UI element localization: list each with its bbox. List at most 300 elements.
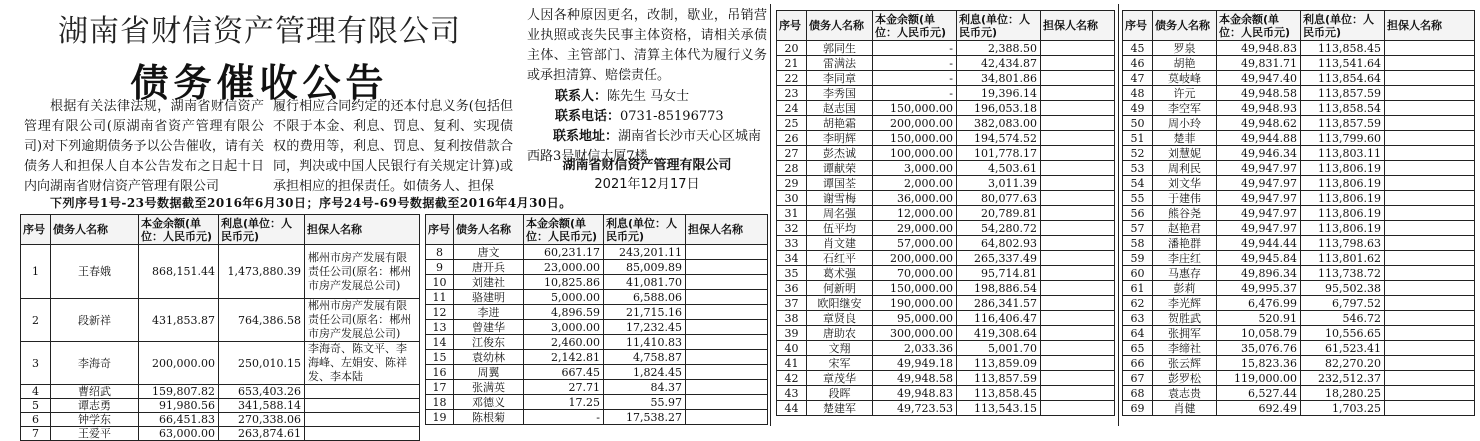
row-seq: 2 bbox=[21, 299, 51, 342]
row-interest: 382,083.00 bbox=[957, 116, 1041, 131]
row-seq: 4 bbox=[21, 385, 51, 399]
row-principal: - bbox=[873, 86, 957, 101]
row-debtor: 欧阳继安 bbox=[807, 296, 873, 311]
row-debtor: 骆建明 bbox=[454, 290, 524, 305]
row-debtor: 张拥军 bbox=[1153, 326, 1217, 341]
row-seq: 22 bbox=[777, 71, 807, 86]
row-debtor: 江俊东 bbox=[454, 335, 524, 350]
row-principal: 49,896.34 bbox=[1217, 266, 1301, 281]
row-guarantor bbox=[1041, 281, 1115, 296]
row-debtor: 王爱平 bbox=[51, 427, 139, 441]
row-guarantor: 郴州市房产发展有限责任公司(原名：郴州市房产发展总公司) bbox=[305, 245, 420, 299]
contact-address-label: 联系地址： bbox=[553, 129, 619, 144]
row-debtor: 莫岐峰 bbox=[1153, 71, 1217, 86]
row-principal: 2,142.81 bbox=[524, 350, 604, 365]
table-row bbox=[1123, 356, 1475, 371]
row-principal: 36,000.00 bbox=[873, 191, 957, 206]
row-guarantor bbox=[1041, 251, 1115, 266]
row-principal: 49,947.97 bbox=[1217, 206, 1301, 221]
table-row bbox=[1123, 176, 1475, 191]
row-interest: 113,859.09 bbox=[957, 356, 1041, 371]
row-interest: 1,824.45 bbox=[604, 365, 686, 380]
row-guarantor bbox=[1041, 101, 1115, 116]
table-row bbox=[777, 356, 1115, 371]
row-interest: 113,854.64 bbox=[1301, 71, 1385, 86]
row-principal: 200,000.00 bbox=[873, 251, 957, 266]
contact-person bbox=[555, 87, 767, 107]
row-interest: 3,011.39 bbox=[957, 176, 1041, 191]
table-row bbox=[426, 380, 768, 395]
row-principal: 6,476.99 bbox=[1217, 296, 1301, 311]
row-interest: 4,503.61 bbox=[957, 161, 1041, 176]
row-interest: 265,337.49 bbox=[957, 251, 1041, 266]
header-guarantor: 担保人名称 bbox=[305, 215, 420, 245]
row-principal: 4,896.59 bbox=[524, 305, 604, 320]
row-interest: 1,473,880.39 bbox=[219, 245, 305, 299]
row-principal: 431,853.87 bbox=[139, 299, 219, 342]
row-guarantor bbox=[305, 413, 420, 427]
row-seq: 67 bbox=[1123, 371, 1153, 386]
row-debtor: 赵艳君 bbox=[1153, 221, 1217, 236]
row-guarantor bbox=[1385, 326, 1475, 341]
row-guarantor bbox=[686, 380, 768, 395]
row-principal: - bbox=[873, 56, 957, 71]
row-seq: 48 bbox=[1123, 86, 1153, 101]
column-divider bbox=[1118, 4, 1119, 426]
row-interest: 11,410.83 bbox=[604, 335, 686, 350]
row-seq: 45 bbox=[1123, 41, 1153, 56]
table-row bbox=[426, 350, 768, 365]
row-debtor: 肖健 bbox=[1153, 401, 1217, 416]
header-interest: 利息(单位：人民币元) bbox=[219, 215, 305, 245]
table-row bbox=[1123, 56, 1475, 71]
row-interest: 113,543.15 bbox=[957, 401, 1041, 416]
row-principal: 49,945.84 bbox=[1217, 251, 1301, 266]
row-principal: 66,451.83 bbox=[139, 413, 219, 427]
table-row bbox=[426, 410, 768, 425]
row-guarantor bbox=[1041, 146, 1115, 161]
row-principal: 49,946.34 bbox=[1217, 146, 1301, 161]
table-row bbox=[777, 116, 1115, 131]
row-principal: 2,033.36 bbox=[873, 341, 957, 356]
table-row bbox=[1123, 341, 1475, 356]
row-principal: 49,948.83 bbox=[1217, 41, 1301, 56]
row-interest: 116,406.47 bbox=[957, 311, 1041, 326]
row-seq: 6 bbox=[21, 413, 51, 427]
table-row bbox=[1123, 266, 1475, 281]
row-debtor: 李空军 bbox=[1153, 101, 1217, 116]
row-guarantor bbox=[1385, 371, 1475, 386]
row-seq: 44 bbox=[777, 401, 807, 416]
table-row bbox=[21, 245, 420, 299]
row-seq: 59 bbox=[1123, 251, 1153, 266]
row-seq: 47 bbox=[1123, 71, 1153, 86]
table-row bbox=[426, 305, 768, 320]
row-interest: 1,703.25 bbox=[1301, 401, 1385, 416]
table-row bbox=[1123, 371, 1475, 386]
row-guarantor bbox=[1041, 326, 1115, 341]
table-row bbox=[777, 341, 1115, 356]
row-debtor: 雷满法 bbox=[807, 56, 873, 71]
row-principal: 10,825.86 bbox=[524, 275, 604, 290]
row-seq: 17 bbox=[426, 380, 454, 395]
row-seq: 40 bbox=[777, 341, 807, 356]
row-principal: 95,000.00 bbox=[873, 311, 957, 326]
table-row bbox=[777, 251, 1115, 266]
row-principal: 6,527.44 bbox=[1217, 386, 1301, 401]
row-principal: 49,948.62 bbox=[1217, 116, 1301, 131]
table-row bbox=[777, 56, 1115, 71]
row-seq: 56 bbox=[1123, 206, 1153, 221]
row-guarantor bbox=[1041, 386, 1115, 401]
row-debtor: 张满英 bbox=[454, 380, 524, 395]
table-row bbox=[1123, 101, 1475, 116]
row-debtor: 于建伟 bbox=[1153, 191, 1217, 206]
row-debtor: 王春娥 bbox=[51, 245, 139, 299]
row-guarantor bbox=[305, 427, 420, 441]
row-guarantor bbox=[305, 385, 420, 399]
row-guarantor bbox=[1385, 251, 1475, 266]
row-debtor: 彭杰诚 bbox=[807, 146, 873, 161]
row-interest: 5,001.70 bbox=[957, 341, 1041, 356]
row-seq: 37 bbox=[777, 296, 807, 311]
table-row bbox=[1123, 311, 1475, 326]
row-interest: 113,857.59 bbox=[1301, 116, 1385, 131]
row-seq: 33 bbox=[777, 236, 807, 251]
header-guarantor: 担保人名称 bbox=[1385, 11, 1475, 41]
row-debtor: 石红平 bbox=[807, 251, 873, 266]
row-interest: 232,512.37 bbox=[1301, 371, 1385, 386]
row-principal: 3,000.00 bbox=[524, 320, 604, 335]
row-principal: 35,076.76 bbox=[1217, 341, 1301, 356]
row-seq: 21 bbox=[777, 56, 807, 71]
header-principal: 本金余额(单位：人民币元) bbox=[139, 215, 219, 245]
row-principal: 150,000.00 bbox=[873, 281, 957, 296]
row-principal: 49,947.97 bbox=[1217, 191, 1301, 206]
row-principal: - bbox=[873, 71, 957, 86]
row-debtor: 谭献荣 bbox=[807, 161, 873, 176]
row-guarantor bbox=[1041, 116, 1115, 131]
row-guarantor bbox=[1385, 161, 1475, 176]
header-debtor: 债务人名称 bbox=[807, 11, 873, 41]
row-interest: 764,386.58 bbox=[219, 299, 305, 342]
row-seq: 1 bbox=[21, 245, 51, 299]
row-principal: 300,000.00 bbox=[873, 326, 957, 341]
row-debtor: 李庄红 bbox=[1153, 251, 1217, 266]
row-interest: 55.97 bbox=[604, 395, 686, 410]
table-row bbox=[1123, 191, 1475, 206]
row-principal: 159,807.82 bbox=[139, 385, 219, 399]
table-row bbox=[777, 131, 1115, 146]
row-principal: 49,947.97 bbox=[1217, 176, 1301, 191]
row-principal: 200,000.00 bbox=[873, 116, 957, 131]
row-debtor: 邓德义 bbox=[454, 395, 524, 410]
row-principal: 49,948.58 bbox=[873, 371, 957, 386]
table-header-row bbox=[426, 215, 768, 245]
row-seq: 64 bbox=[1123, 326, 1153, 341]
row-principal: 27.71 bbox=[524, 380, 604, 395]
row-seq: 69 bbox=[1123, 401, 1153, 416]
row-seq: 38 bbox=[777, 311, 807, 326]
row-debtor: 袁幼林 bbox=[454, 350, 524, 365]
row-guarantor bbox=[686, 335, 768, 350]
row-guarantor bbox=[1385, 296, 1475, 311]
row-interest: 419,308.64 bbox=[957, 326, 1041, 341]
row-seq: 5 bbox=[21, 399, 51, 413]
row-seq: 39 bbox=[777, 326, 807, 341]
header-seq: 序号 bbox=[21, 215, 51, 245]
row-interest: 653,403.26 bbox=[219, 385, 305, 399]
row-interest: 113,799.60 bbox=[1301, 131, 1385, 146]
table-row bbox=[1123, 71, 1475, 86]
contact-phone-value: 0731-85196773 bbox=[620, 109, 724, 124]
row-seq: 24 bbox=[777, 101, 807, 116]
row-guarantor bbox=[1041, 236, 1115, 251]
row-debtor: 唐助农 bbox=[807, 326, 873, 341]
row-debtor: 潘艳群 bbox=[1153, 236, 1217, 251]
row-guarantor bbox=[1041, 41, 1115, 56]
table-row bbox=[426, 260, 768, 275]
row-seq: 42 bbox=[777, 371, 807, 386]
row-interest: 19,396.14 bbox=[957, 86, 1041, 101]
row-principal: 49,949.18 bbox=[873, 356, 957, 371]
row-guarantor bbox=[1041, 371, 1115, 386]
row-debtor: 段新祥 bbox=[51, 299, 139, 342]
table-header-row bbox=[1123, 11, 1475, 41]
row-debtor: 郭同生 bbox=[807, 41, 873, 56]
row-guarantor bbox=[1041, 86, 1115, 101]
row-guarantor bbox=[1385, 356, 1475, 371]
table-row bbox=[426, 290, 768, 305]
table-row bbox=[426, 245, 768, 260]
row-debtor: 唐开兵 bbox=[454, 260, 524, 275]
table-row bbox=[777, 41, 1115, 56]
row-seq: 53 bbox=[1123, 161, 1153, 176]
debt-table-4 bbox=[1122, 10, 1475, 416]
notice-title: 债务催收公告 bbox=[130, 61, 389, 105]
row-principal: 190,000.00 bbox=[873, 296, 957, 311]
table-row bbox=[1123, 281, 1475, 296]
table-row bbox=[1123, 326, 1475, 341]
row-principal: 2,460.00 bbox=[524, 335, 604, 350]
row-debtor: 陈根菊 bbox=[454, 410, 524, 425]
row-principal: 29,000.00 bbox=[873, 221, 957, 236]
row-seq: 7 bbox=[21, 427, 51, 441]
row-seq: 66 bbox=[1123, 356, 1153, 371]
row-guarantor bbox=[686, 245, 768, 260]
row-debtor: 葛术强 bbox=[807, 266, 873, 281]
debt-table-3 bbox=[776, 10, 1115, 416]
row-seq: 36 bbox=[777, 281, 807, 296]
row-principal: 200,000.00 bbox=[139, 342, 219, 385]
row-interest: 42,434.87 bbox=[957, 56, 1041, 71]
row-interest: 61,523.41 bbox=[1301, 341, 1385, 356]
row-interest: 113,857.59 bbox=[957, 371, 1041, 386]
row-interest: 113,801.62 bbox=[1301, 251, 1385, 266]
row-interest: 243,201.11 bbox=[604, 245, 686, 260]
debt-table-1 bbox=[20, 214, 420, 441]
row-debtor: 谭志勇 bbox=[51, 399, 139, 413]
table-row bbox=[21, 342, 420, 385]
row-interest: 2,388.50 bbox=[957, 41, 1041, 56]
row-seq: 20 bbox=[777, 41, 807, 56]
row-interest: 18,280.25 bbox=[1301, 386, 1385, 401]
row-principal: 57,000.00 bbox=[873, 236, 957, 251]
table-row bbox=[777, 326, 1115, 341]
row-guarantor bbox=[1385, 101, 1475, 116]
row-seq: 60 bbox=[1123, 266, 1153, 281]
header-principal: 本金余额(单位：人民币元) bbox=[873, 11, 957, 41]
row-guarantor bbox=[686, 395, 768, 410]
row-seq: 55 bbox=[1123, 191, 1153, 206]
header-principal: 本金余额(单位：人民币元) bbox=[524, 215, 604, 245]
table-row bbox=[777, 281, 1115, 296]
row-debtor: 刘建社 bbox=[454, 275, 524, 290]
row-interest: 263,874.61 bbox=[219, 427, 305, 441]
row-guarantor bbox=[1385, 176, 1475, 191]
row-principal: 49,947.97 bbox=[1217, 221, 1301, 236]
row-guarantor bbox=[1041, 266, 1115, 281]
row-principal: 868,151.44 bbox=[139, 245, 219, 299]
row-interest: 4,758.87 bbox=[604, 350, 686, 365]
row-principal: 3,000.00 bbox=[873, 161, 957, 176]
row-debtor: 曹绍武 bbox=[51, 385, 139, 399]
table-row bbox=[1123, 146, 1475, 161]
row-interest: 113,798.63 bbox=[1301, 236, 1385, 251]
row-debtor: 谢雪梅 bbox=[807, 191, 873, 206]
row-interest: 270,338.06 bbox=[219, 413, 305, 427]
row-guarantor bbox=[1041, 356, 1115, 371]
row-guarantor bbox=[1385, 41, 1475, 56]
row-guarantor bbox=[1385, 311, 1475, 326]
row-debtor: 李同章 bbox=[807, 71, 873, 86]
row-principal: 49,944.88 bbox=[1217, 131, 1301, 146]
notice-paragraph-3: 人因各种原因更名，改制，歇业，吊销营业执照或丧失民事主体资格，请相关承债主体、主管部门、清算主体代为履行义务或承担清算、赔偿责任。 bbox=[527, 8, 767, 83]
row-principal: 100,000.00 bbox=[873, 146, 957, 161]
row-principal: 49,948.93 bbox=[1217, 101, 1301, 116]
row-guarantor bbox=[1041, 161, 1115, 176]
row-debtor: 熊谷尧 bbox=[1153, 206, 1217, 221]
row-seq: 31 bbox=[777, 206, 807, 221]
row-debtor: 周翼 bbox=[454, 365, 524, 380]
row-debtor: 袁志贵 bbox=[1153, 386, 1217, 401]
table-row bbox=[21, 299, 420, 342]
row-principal: 15,823.36 bbox=[1217, 356, 1301, 371]
row-interest: 113,857.59 bbox=[1301, 86, 1385, 101]
row-guarantor bbox=[686, 365, 768, 380]
signature-date: 2021年12月17日 bbox=[594, 177, 700, 192]
row-interest: 198,886.54 bbox=[957, 281, 1041, 296]
row-principal: 49,831.71 bbox=[1217, 56, 1301, 71]
row-interest: 250,010.15 bbox=[219, 342, 305, 385]
row-seq: 41 bbox=[777, 356, 807, 371]
row-seq: 54 bbox=[1123, 176, 1153, 191]
row-debtor: 曾建华 bbox=[454, 320, 524, 335]
row-interest: 85,009.89 bbox=[604, 260, 686, 275]
row-guarantor bbox=[1385, 236, 1475, 251]
table-row bbox=[21, 413, 420, 427]
row-guarantor bbox=[1385, 281, 1475, 296]
table-row bbox=[777, 401, 1115, 416]
column-divider bbox=[770, 4, 771, 426]
row-seq: 35 bbox=[777, 266, 807, 281]
row-principal: 17.25 bbox=[524, 395, 604, 410]
row-seq: 16 bbox=[426, 365, 454, 380]
table-row bbox=[1123, 41, 1475, 56]
row-debtor: 罗泉 bbox=[1153, 41, 1217, 56]
row-interest: 113,806.19 bbox=[1301, 176, 1385, 191]
table-row bbox=[777, 296, 1115, 311]
table-header-row bbox=[777, 11, 1115, 41]
row-interest: 84.37 bbox=[604, 380, 686, 395]
row-seq: 68 bbox=[1123, 386, 1153, 401]
row-debtor: 钟学东 bbox=[51, 413, 139, 427]
row-debtor: 周名强 bbox=[807, 206, 873, 221]
row-seq: 8 bbox=[426, 245, 454, 260]
table-row bbox=[777, 71, 1115, 86]
row-interest: 286,341.57 bbox=[957, 296, 1041, 311]
row-guarantor bbox=[1041, 56, 1115, 71]
row-interest: 113,858.54 bbox=[1301, 101, 1385, 116]
contact-phone bbox=[555, 107, 767, 127]
row-interest: 6,588.06 bbox=[604, 290, 686, 305]
row-guarantor bbox=[1041, 221, 1115, 236]
row-principal: 5,000.00 bbox=[524, 290, 604, 305]
row-debtor: 贺胜武 bbox=[1153, 311, 1217, 326]
table-row bbox=[777, 86, 1115, 101]
row-seq: 50 bbox=[1123, 116, 1153, 131]
notice-paragraph-1: 根据有关法律法规，湖南省财信资产管理有限公司(原湖南省资产管理有限公司)对下列逾期债务予以公告催收，请有关债务人和担保人自本公告发布之日起十日内向湖南省财信资产管理有限公司 bbox=[24, 99, 264, 194]
table-row bbox=[777, 161, 1115, 176]
row-interest: 196,053.18 bbox=[957, 101, 1041, 116]
row-seq: 57 bbox=[1123, 221, 1153, 236]
table-row bbox=[21, 385, 420, 399]
row-interest: 17,232.45 bbox=[604, 320, 686, 335]
row-principal: 49,948.58 bbox=[1217, 86, 1301, 101]
row-guarantor bbox=[1385, 71, 1475, 86]
row-guarantor bbox=[1385, 401, 1475, 416]
row-debtor: 章茂华 bbox=[807, 371, 873, 386]
row-principal: 49,995.37 bbox=[1217, 281, 1301, 296]
row-interest: 10,556.65 bbox=[1301, 326, 1385, 341]
contact-person-value: 陈先生 马女士 bbox=[607, 89, 690, 104]
table-row bbox=[777, 146, 1115, 161]
row-principal: 49,948.83 bbox=[873, 386, 957, 401]
table-row bbox=[21, 399, 420, 413]
row-seq: 28 bbox=[777, 161, 807, 176]
row-debtor: 楚建军 bbox=[807, 401, 873, 416]
row-guarantor bbox=[1385, 191, 1475, 206]
row-principal: 520.91 bbox=[1217, 311, 1301, 326]
row-guarantor bbox=[1041, 71, 1115, 86]
row-debtor: 宋军 bbox=[807, 356, 873, 371]
row-debtor: 李明辉 bbox=[807, 131, 873, 146]
debt-table-2 bbox=[425, 214, 768, 425]
row-interest: 113,738.72 bbox=[1301, 266, 1385, 281]
row-interest: 54,280.72 bbox=[957, 221, 1041, 236]
row-debtor: 李进 bbox=[454, 305, 524, 320]
row-debtor: 周小玲 bbox=[1153, 116, 1217, 131]
row-principal: 150,000.00 bbox=[873, 131, 957, 146]
row-seq: 32 bbox=[777, 221, 807, 236]
row-interest: 113,541.64 bbox=[1301, 56, 1385, 71]
row-interest: 6,797.52 bbox=[1301, 296, 1385, 311]
row-debtor: 刘文华 bbox=[1153, 176, 1217, 191]
row-seq: 18 bbox=[426, 395, 454, 410]
table-row bbox=[1123, 131, 1475, 146]
row-debtor: 张云辉 bbox=[1153, 356, 1217, 371]
table-row bbox=[21, 427, 420, 441]
